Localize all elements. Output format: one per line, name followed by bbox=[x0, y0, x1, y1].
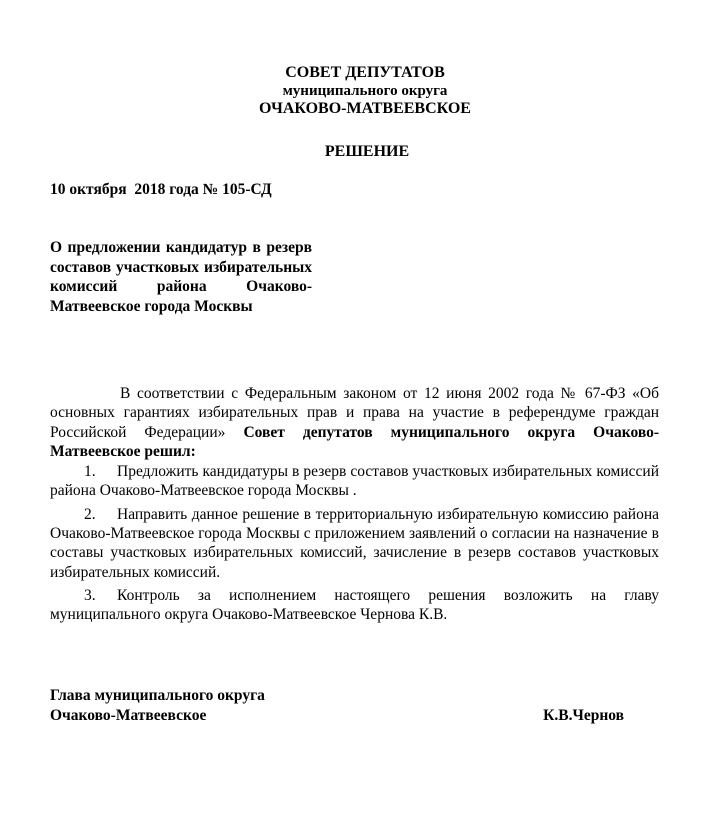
signatory-name: К.В.Чернов bbox=[543, 707, 624, 724]
document-header bbox=[0, 64, 706, 118]
decision-title: РЕШЕНИЕ bbox=[324, 143, 410, 160]
council-title: СОВЕТ ДЕПУТАТОВ bbox=[285, 64, 445, 81]
list-item bbox=[50, 505, 659, 582]
item-text: Направить данное решение в территориальную избирательную комиссию района Очаково-Матвеевское города Москвы с приложением заявлений о согласии на назначение в составы участковых избирательных комиссий, зачисление в резерв составов участковых избирательных комиссий. bbox=[50, 505, 659, 581]
decision-subject: О предложении кандидатур в резерв составов участковых избирательных комиссий района Очаково-Матвеевское города Москвы bbox=[50, 239, 312, 315]
preamble-resolution: Совет депутатов муниципального округа Очаково-Матвеевское решил: bbox=[50, 423, 659, 460]
signature-block bbox=[50, 686, 624, 726]
signatory-title-line2: Очаково-Матвеевское bbox=[50, 707, 207, 724]
item-text: Контроль за исполнением настоящего решения возложить на главу муниципального округа Очаково-Матвеевское Чернова К.В. bbox=[50, 586, 659, 624]
item-text: Предложить кандидатуры в резерв составов участковых избирательных комиссий района Очаково-Матвеевское города Москвы . bbox=[50, 463, 659, 500]
preamble-text: В соответствии с Федеральным законом от 12 июня 2002 года № 67-ФЗ «Об основных гарантиях избирательных прав и права на участие в референдуме граждан Российской Федерации» bbox=[50, 385, 659, 441]
list-item bbox=[50, 586, 659, 625]
list-item bbox=[50, 462, 659, 501]
item-number: 1. bbox=[84, 463, 96, 481]
item-number: 3. bbox=[84, 586, 96, 604]
district-name: ОЧАКОВО-МАТВЕЕВСКОЕ bbox=[259, 100, 471, 117]
preamble-paragraph bbox=[50, 384, 659, 461]
signatory-title-line1: Глава муниципального округа bbox=[50, 687, 265, 704]
district-subtitle: муниципального округа bbox=[282, 83, 448, 99]
signature-row bbox=[50, 706, 624, 726]
document-body bbox=[50, 384, 659, 625]
item-number: 2. bbox=[84, 505, 96, 523]
date-and-number: 10 октября 2018 года № 105-СД bbox=[50, 181, 272, 198]
